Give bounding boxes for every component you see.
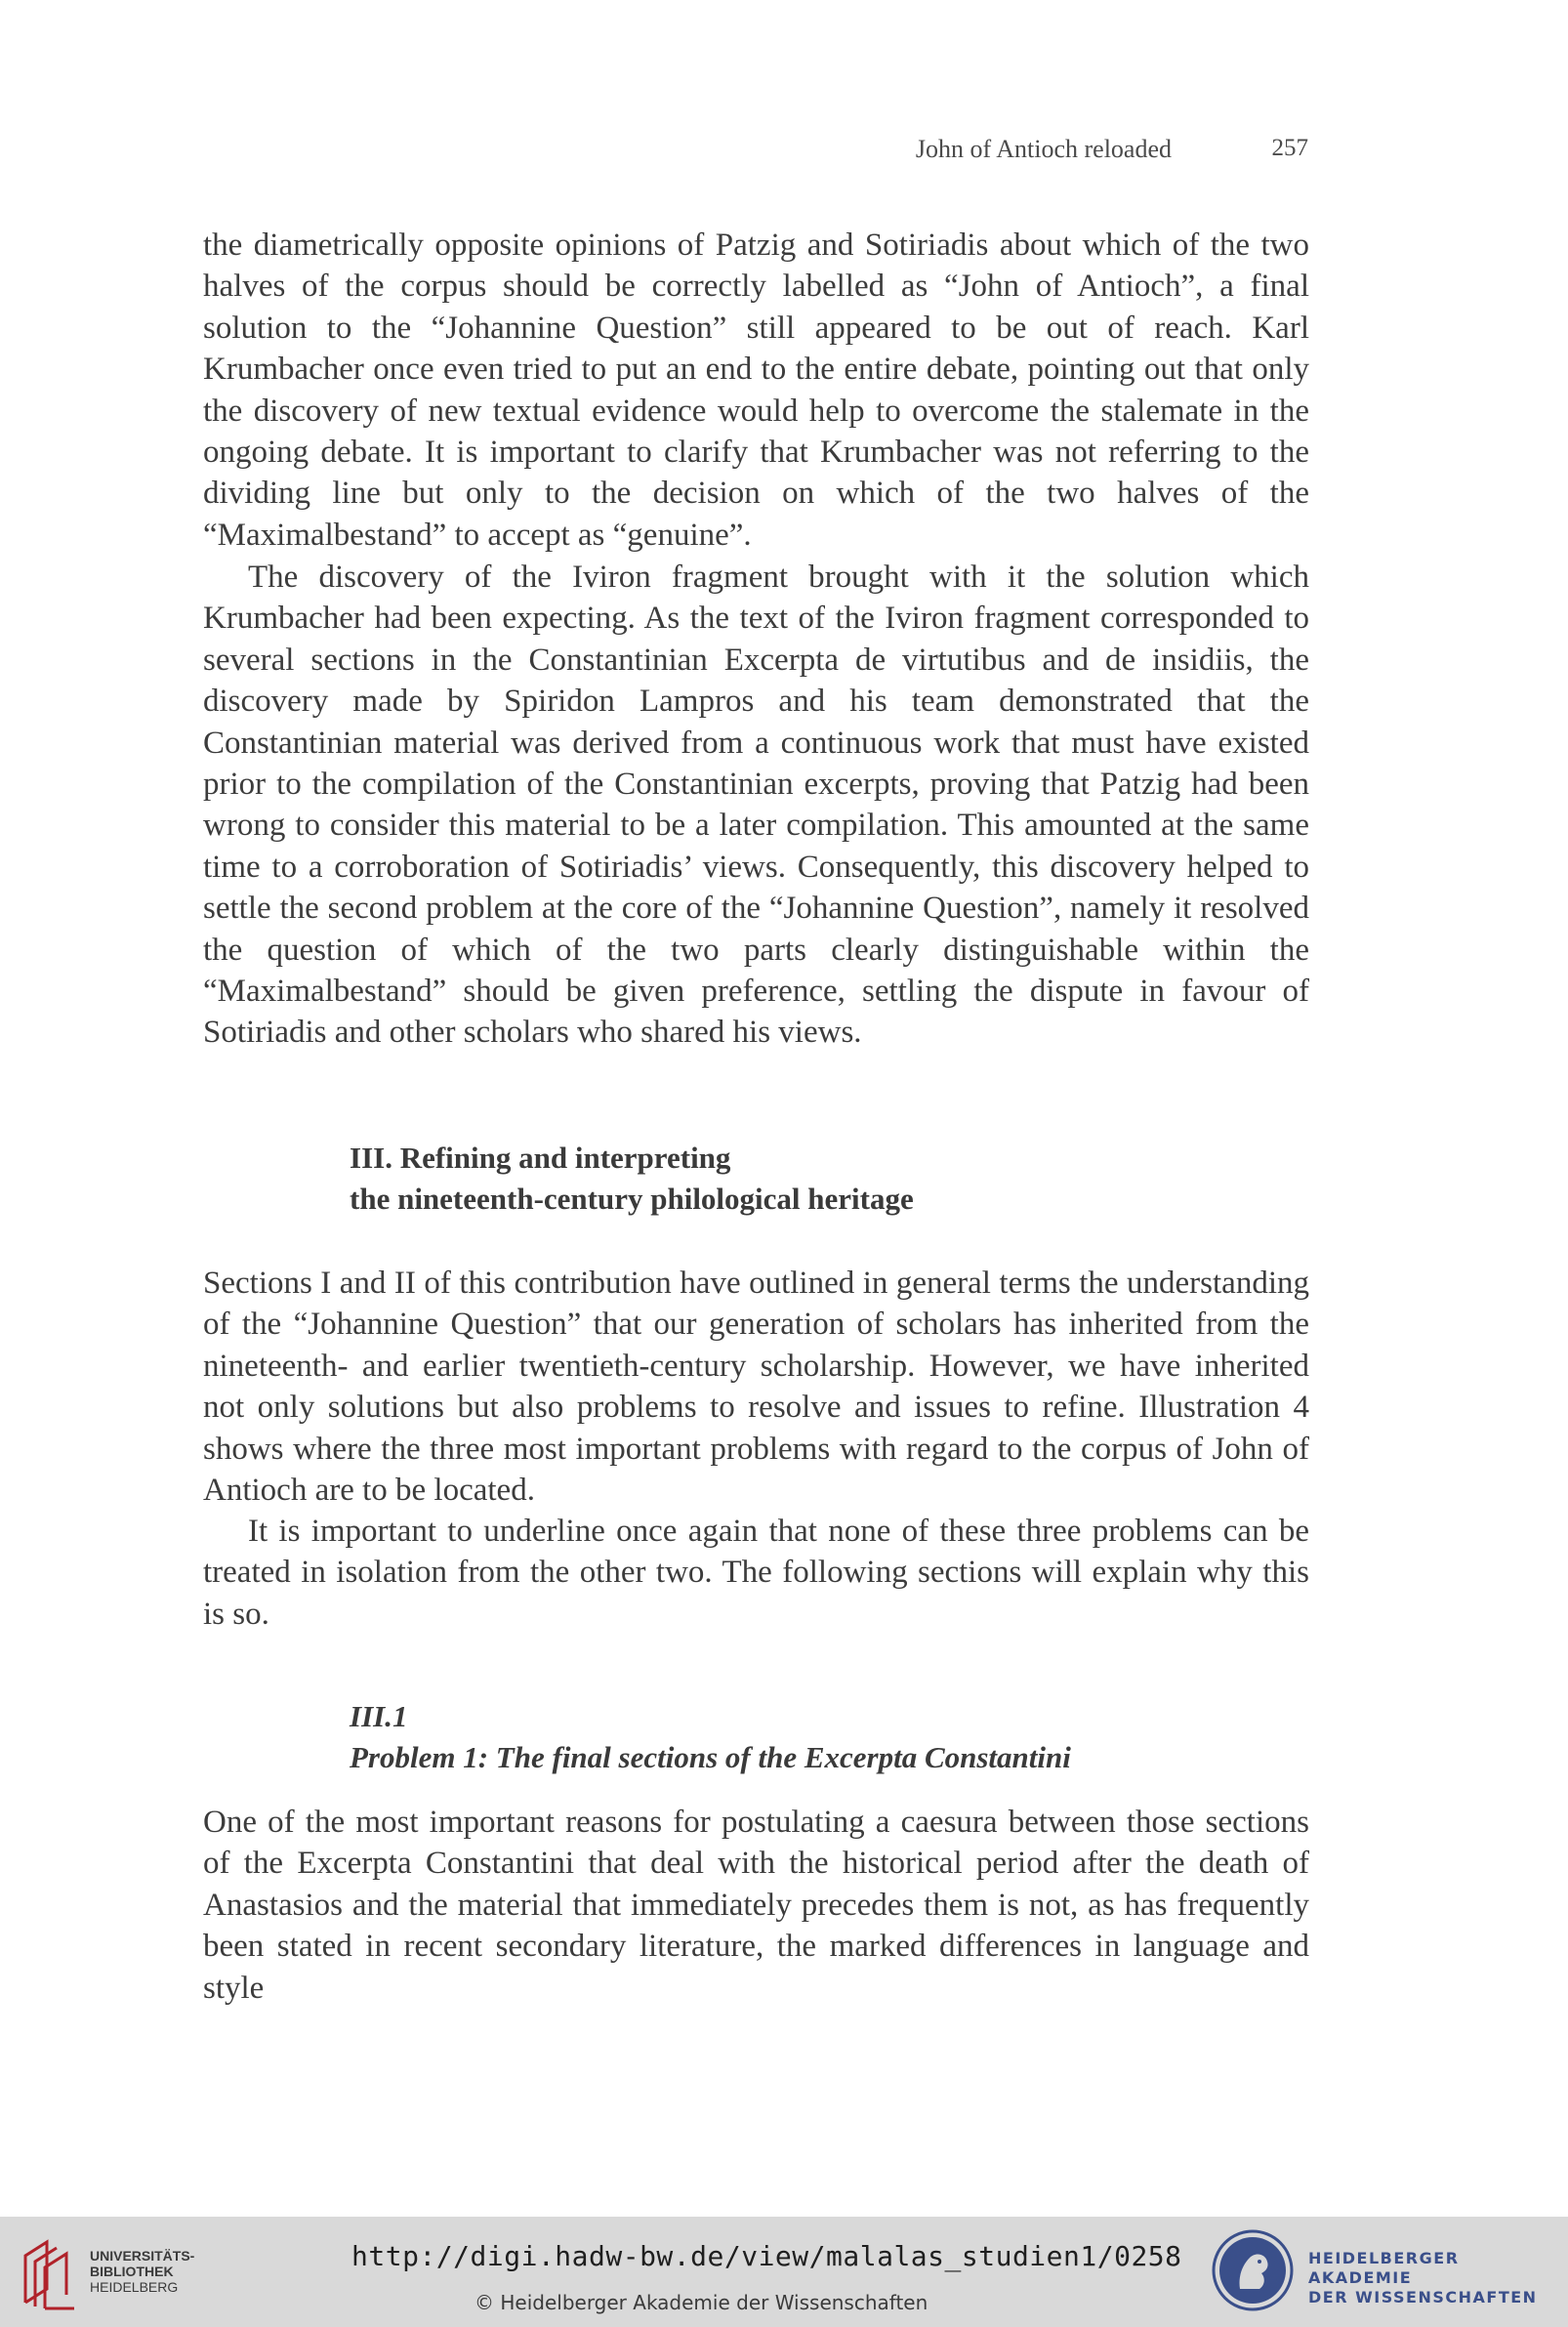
subsection-title: Problem 1: The final sections of the Excerpta Constantini <box>350 1740 1071 1774</box>
library-name-line-3: HEIDELBERG <box>90 2279 179 2295</box>
academy-name-line-1: HEIDELBERGER AKADEMIE <box>1308 2249 1460 2287</box>
subsection-number: III.1 <box>350 1699 408 1733</box>
page-number: 257 <box>1271 135 1308 161</box>
footer-bar <box>0 2217 1568 2327</box>
paragraph-3: Sections I and II of this contribution have outlined in general terms the understanding of the “Johannine Question” that our generation of scholars has inherited from the nineteenth- and earlier twentieth-century scholarship. However, we have inherited not only solutions but also problems to resolve and issues to refine. Illustration 4 shows where the three most important problems with regard to the corpus of John of Antioch are to be located. <box>203 1266 1309 1509</box>
library-name-line-2: BIBLIOTHEK <box>90 2264 174 2279</box>
section-heading <box>350 1138 1228 1220</box>
copyright-notice: © Heidelberger Akademie der Wissenschaften <box>475 2291 928 2314</box>
university-library-name <box>90 2248 194 2295</box>
academy-name-line-2: DER WISSENSCHAFTEN <box>1308 2288 1538 2306</box>
section-heading-line-1: III. Refining and interpreting <box>350 1141 731 1175</box>
running-head <box>781 135 1308 168</box>
paragraph-4: It is important to underline once again that none of these three problems can be treated in isolation from the other two. The following sections will explain why this is so. <box>203 1514 1309 1632</box>
section-heading-line-2: the nineteenth-century philological heritage <box>350 1182 914 1216</box>
paragraph-5: One of the most important reasons for postulating a caesura between those sections of the Excerpta Constantini that deal with the historical period after the death of Anastasios and the material that immediately precedes them is not, as has frequently been stated in recent secondary literature, the marked differences in language and style <box>203 1805 1309 2006</box>
university-library-logo-icon <box>18 2234 82 2310</box>
paragraph-1: the diametrically opposite opinions of Patzig and Sotiriadis about which of the two halves of the corpus should be correctly labelled as “John of Antioch”, a final solution to the “Johannine Question” still appeared to be out of reach. Karl Krumbacher once even tried to put an end to the entire debate, pointing out that only the discovery of new textual evidence would help to overcome the stalemate in the ongoing debate. It is important to clarify that Krumbacher was not referring to the dividing line but only to the decision on which of the two halves of the “Maximalbestand” to accept as “genuine”. <box>203 228 1309 553</box>
subsection-heading <box>350 1696 1228 1778</box>
academy-name <box>1308 2249 1568 2307</box>
running-head-title: John of Antioch reloaded <box>915 135 1172 163</box>
academy-seal-icon <box>1211 2228 1295 2312</box>
paragraph-2: The discovery of the Iviron fragment brought with it the solution which Krumbacher had been expecting. As the text of the Iviron fragment corresponded to several sections in the Constantinian Excerpta de virtutibus and de insidiis, the discovery made by Spiridon Lampros and his team demonstrated that the Constantinian material was derived from a continuous work that must have existed prior to the compilation of the Constantinian excerpts, proving that Patzig had been wrong to consider this material to be a later compilation. This amounted at the same time to a corroboration of Sotiriadis’ views. Consequently, this discovery helped to settle the second problem at the core of the “Johannine Question”, namely it resolved the question of which of the two parts clearly distinguishable within the “Maximalbestand” should be given preference, settling the dispute in favour of Sotiriadis and other scholars who shared his views. <box>203 560 1309 1051</box>
permalink-url[interactable]: http://digi.hadw-bw.de/view/malalas_studien1/0258 <box>351 2240 1182 2272</box>
library-name-line-1: UNIVERSITÄTS- <box>90 2248 195 2264</box>
